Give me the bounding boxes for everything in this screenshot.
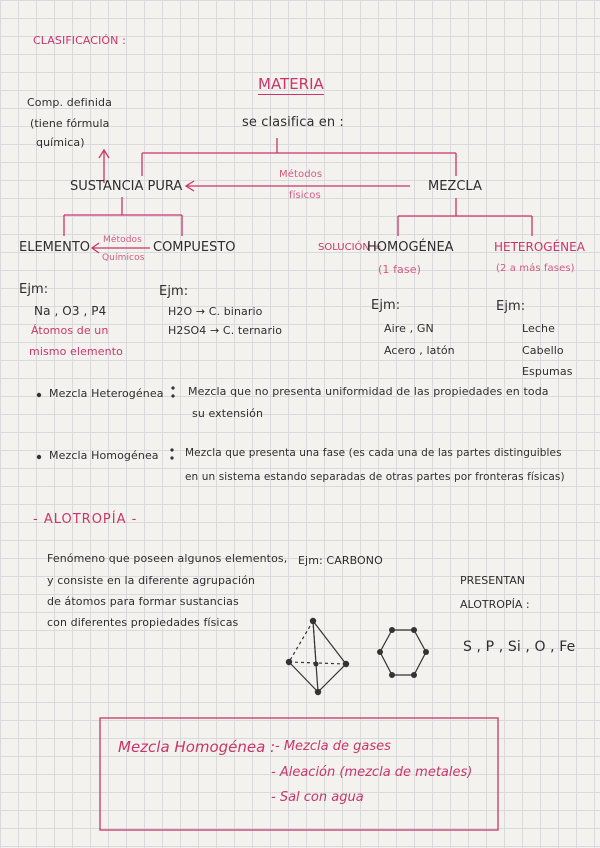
ej-homogenea-label: Ejm:	[371, 298, 401, 313]
metodos-quimicos-line1: Métodos	[103, 235, 142, 245]
homogenea-label: HOMOGÉNEA	[367, 240, 454, 255]
elemento-label: ELEMENTO	[19, 240, 90, 255]
def-heterogenea-line1: Mezcla que no presenta uniformidad de las propiedades en toda	[188, 385, 549, 398]
def-homogenea-line1: Mezcla que presenta una fase (es cada una de las partes distinguibles	[185, 447, 562, 459]
metodos-quimicos-line2: Químicos	[102, 253, 145, 263]
ej-compuesto-item2: H2SO4 → C. ternario	[168, 324, 283, 337]
box-item-3: - Sal con agua	[271, 790, 364, 805]
box-title: Mezcla Homogénea :	[118, 738, 276, 756]
ej-elemento-value: Na , O3 , P4	[34, 304, 107, 318]
box-item-1: - Mezcla de gases	[275, 739, 391, 754]
comp-definida-line2: (tiene fórmula	[30, 117, 110, 130]
def-homogenea-line2: en un sistema estando separadas de otras partes por fronteras físicas)	[185, 471, 565, 483]
materia-title: MATERIA	[258, 75, 324, 93]
ej-heterogenea-item3: Espumas	[522, 365, 573, 378]
metodos-fisicos-line2: físicos	[289, 190, 321, 201]
alotropia-title: - ALOTROPÍA -	[33, 512, 138, 527]
alotropia-text-3: de átomos para formar sustancias	[47, 595, 239, 608]
presentan-line2: ALOTROPÍA :	[460, 598, 530, 611]
tetrahedron-diagram	[289, 621, 346, 692]
heterogenea-fases: (2 a más fases)	[496, 263, 575, 274]
solucion-label: SOLUCIÓN =	[318, 242, 382, 253]
ej-homogenea-item2: Acero , latón	[384, 344, 455, 357]
def-heterogenea-line2: su extensión	[192, 407, 264, 420]
ej-heterogenea-item2: Cabello	[522, 344, 564, 357]
ej-elemento-note2: mismo elemento	[29, 345, 123, 358]
metodos-fisicos-line1: Métodos	[279, 169, 323, 180]
ej-carbono: Ejm: CARBONO	[298, 554, 383, 567]
ej-elemento-note1: Átomos de un	[31, 324, 109, 337]
homogenea-fase: (1 fase)	[378, 263, 421, 276]
ej-heterogenea-label: Ejm:	[496, 299, 526, 314]
alotropia-text-2: y consiste en la diferente agrupación	[47, 574, 256, 587]
box-item-2: - Aleación (mezcla de metales)	[271, 765, 473, 780]
ej-compuesto-item1: H2O → C. binario	[168, 305, 263, 318]
comp-definida-line1: Comp. definida	[27, 96, 112, 109]
def-homogenea-term: Mezcla Homogénea	[49, 449, 159, 462]
ej-homogenea-item1: Aire , GN	[384, 322, 434, 335]
sustancia-pura-label: SUSTANCIA PURA	[70, 179, 183, 194]
alotropia-text-4: con diferentes propiedades físicas	[47, 616, 239, 629]
ej-heterogenea-item1: Leche	[522, 322, 555, 335]
compuesto-label: COMPUESTO	[153, 240, 236, 255]
ej-compuesto-label: Ejm:	[159, 284, 189, 299]
section-heading: CLASIFICACIÓN :	[33, 34, 126, 47]
clasifica-text: se clasifica en :	[242, 115, 344, 130]
hexagon-diagram	[380, 630, 426, 675]
elementos-alotropia: S , P , Si , O , Fe	[463, 639, 576, 655]
alotropia-text-1: Fenómeno que poseen algunos elementos,	[47, 552, 288, 565]
comp-definida-line3: química)	[36, 136, 85, 149]
heterogenea-label: HETEROGÉNEA	[494, 240, 585, 254]
mezcla-label: MEZCLA	[428, 179, 482, 194]
def-heterogenea-term: Mezcla Heterogénea	[49, 387, 164, 400]
presentan-line1: PRESENTAN	[460, 574, 526, 587]
ej-elemento-label: Ejm:	[19, 282, 49, 297]
